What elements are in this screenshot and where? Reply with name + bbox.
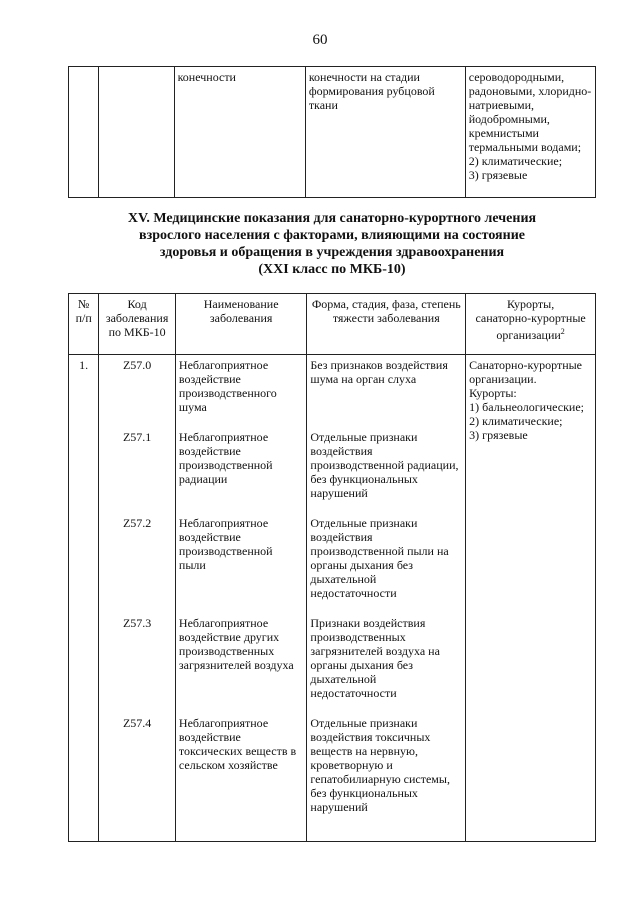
disease-form — [310, 358, 462, 414]
cell-line: производственной пыли на — [310, 544, 449, 558]
cell-line: недостаточности — [310, 686, 397, 700]
title-line: здоровья и обращения в учреждения здравоохранения — [159, 245, 505, 260]
cell-line: воздействие — [178, 444, 241, 458]
cell-line: Признаки воздействия — [310, 616, 426, 630]
cell-line: Отдельные признаки — [310, 516, 418, 530]
header-text: организации — [496, 328, 561, 342]
code-z57-0: Z57.0 — [122, 358, 152, 372]
cell-line: органы дыхания без — [310, 558, 413, 572]
disease-form — [310, 616, 462, 700]
cell-line: Курорты: — [469, 386, 517, 400]
cell-line: воздействие — [178, 372, 241, 386]
disease-name — [179, 516, 303, 600]
cell-line: сероводородными, — [468, 70, 565, 84]
header-line: Наименование — [203, 297, 279, 311]
cell-line: производственных — [310, 630, 406, 644]
code-z57-1: Z57.1 — [122, 430, 152, 444]
cell-line: воздействия токсичных — [310, 730, 431, 744]
cell-line: без функциональных — [310, 472, 418, 486]
cell-line: йодобромными, — [468, 112, 550, 126]
disease-name — [179, 716, 303, 814]
cell-name — [174, 67, 305, 198]
cell-line: загрязнителей воздуха на — [310, 644, 440, 658]
cell-line: Неблагоприятное — [178, 716, 269, 730]
cell-line: Неблагоприятное — [178, 430, 269, 444]
cell-line: термальными водами; — [468, 140, 582, 154]
cell-line: дыхательной — [310, 672, 377, 686]
cell-line: Санаторно-курортные — [469, 358, 582, 372]
header-name — [175, 294, 306, 355]
code-z57-3: Z57.3 — [122, 616, 152, 630]
disease-name — [179, 430, 303, 500]
cell-line: гепатобилиарную системы, — [310, 772, 450, 786]
cell-line: 2) климатические; — [468, 154, 563, 168]
header-resorts — [466, 294, 596, 355]
cell-line: шума — [178, 400, 207, 414]
cell-line: Без признаков воздействия — [310, 358, 448, 372]
cell-line: токсических веществ в — [178, 744, 297, 758]
cell-codes — [99, 355, 176, 842]
cell-line: ткани — [308, 98, 338, 112]
table-header-row — [69, 294, 596, 355]
header-line: Курорты, — [506, 297, 555, 311]
cell-line: Неблагоприятное — [178, 358, 269, 372]
cell-resorts — [466, 355, 596, 842]
header-line: тяжести заболевания — [332, 311, 440, 325]
cell-form — [305, 67, 465, 198]
cell-line: Отдельные признаки — [310, 716, 418, 730]
cell-line: конечности на стадии — [308, 70, 420, 84]
table-row — [69, 355, 596, 842]
code-z57-2: Z57.2 — [122, 516, 152, 530]
disease-name — [179, 616, 303, 700]
title-line: XV. Медицинские показания для санаторно-курортного лечения — [127, 211, 537, 226]
cell-line: Неблагоприятное — [178, 516, 269, 530]
continuation-table — [68, 66, 596, 198]
cell-line: воздействие — [178, 530, 241, 544]
cell-line: веществ на нервную, — [310, 744, 418, 758]
header-line: Код — [127, 297, 147, 311]
header-line: Форма, стадия, фаза, степень — [311, 297, 461, 311]
page-number: 60 — [312, 32, 328, 48]
cell-line: производственных — [178, 644, 275, 658]
cell-line: пыли — [178, 558, 206, 572]
header-line: № — [77, 297, 90, 311]
cell-line: производственного — [178, 386, 277, 400]
header-line: п/п — [75, 311, 92, 325]
disease-name — [179, 358, 303, 414]
disease-form — [310, 716, 462, 814]
cell-line: органы дыхания без — [310, 658, 413, 672]
cell-line: кроветворную и — [310, 758, 393, 772]
cell-line: 1) бальнеологические; — [469, 400, 584, 414]
cell-num — [69, 67, 99, 198]
cell-names — [175, 355, 306, 842]
cell-line: радиации — [178, 472, 228, 486]
header-code — [99, 294, 176, 355]
cell-line: шума на орган слуха — [310, 372, 417, 386]
cell-line: производственной — [178, 544, 273, 558]
disease-form — [310, 516, 462, 600]
cell-line: загрязнителей воздуха — [178, 658, 294, 672]
cell-line: кремнистыми — [468, 126, 539, 140]
code-z57-4: Z57.4 — [122, 716, 152, 730]
cell-line: воздействие других — [178, 630, 280, 644]
cell-line: воздействие — [178, 730, 241, 744]
cell-line: воздействия — [310, 444, 373, 458]
cell-line: дыхательной — [310, 572, 377, 586]
cell-line: нарушений — [310, 800, 368, 814]
cell-line: производственной радиации, — [310, 458, 459, 472]
footnote-mark: 2 — [560, 327, 565, 336]
cell-line: нарушений — [310, 486, 368, 500]
cell-forms — [307, 355, 466, 842]
cell-line: натриевыми, — [468, 98, 535, 112]
cell-line: Неблагоприятное — [178, 616, 269, 630]
header-line: санаторно-курортные — [475, 311, 586, 325]
cell-code — [99, 67, 174, 198]
cell-text: конечности — [177, 70, 236, 84]
cell-resorts — [465, 67, 595, 198]
cell-line: 3) грязевые — [469, 428, 528, 442]
header-line: по МКБ-10 — [108, 325, 166, 339]
title-line: взрослого населения с факторами, влияющими на состояние — [139, 228, 525, 243]
cell-line: недостаточности — [310, 586, 397, 600]
disease-form — [310, 430, 462, 500]
cell-line: Отдельные признаки — [310, 430, 418, 444]
cell-line: без функциональных — [310, 786, 418, 800]
header-form — [307, 294, 466, 355]
header-line: заболевания — [105, 311, 169, 325]
cell-line: радоновыми, хлоридно- — [468, 84, 592, 98]
cell-line: формирования рубцовой — [308, 84, 435, 98]
cell-line: организации. — [469, 372, 537, 386]
header-num — [69, 294, 99, 355]
indications-table — [68, 293, 596, 842]
cell-line: воздействия — [310, 530, 373, 544]
cell-line: производственной — [178, 458, 273, 472]
header-line — [469, 325, 592, 342]
cell-line: 2) климатические; — [469, 414, 563, 428]
cell-num: 1. — [69, 355, 99, 842]
title-line: (XXI класс по МКБ-10) — [258, 262, 406, 277]
table-row — [69, 67, 596, 198]
cell-line: сельском хозяйстве — [178, 758, 278, 772]
section-title — [68, 210, 596, 278]
header-line: заболевания — [209, 311, 273, 325]
cell-line: 3) грязевые — [468, 168, 528, 182]
